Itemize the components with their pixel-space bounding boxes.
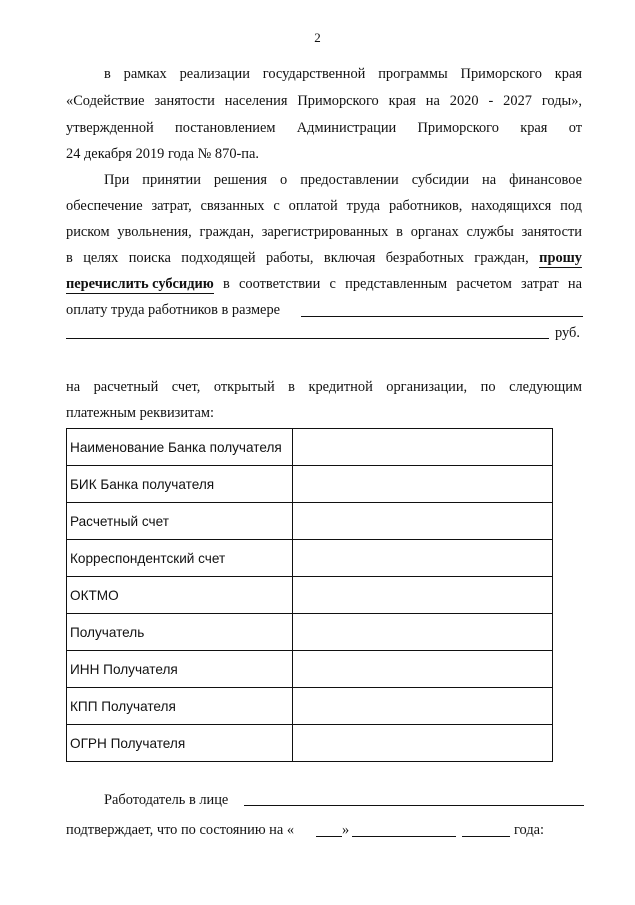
table-row: [67, 503, 553, 540]
paragraph2-line1: При принятии решения о предоставлении субсидии на финансовое: [104, 172, 582, 188]
employer-representative-blank[interactable]: [244, 805, 584, 806]
requisite-value[interactable]: [293, 651, 553, 688]
bank-requisites-table: [66, 428, 553, 762]
currency-label: руб.: [555, 325, 580, 341]
requisite-label: Получатель: [67, 614, 293, 651]
requisite-label: Расчетный счет: [67, 503, 293, 540]
requisite-label: БИК Банка получателя: [67, 466, 293, 503]
paragraph2-line2: обеспечение затрат, связанных с оплатой труда работников, находящихся под: [66, 198, 582, 214]
paragraph2-line6: оплату труда работников в размере: [66, 302, 281, 318]
employer-represented-by: Работодатель в лице: [104, 792, 229, 808]
table-row: [67, 725, 553, 762]
paragraph3-line1: на расчетный счет, открытый в кредитной организации, по следующим: [66, 379, 582, 395]
confirmation-date-prefix: подтверждает, что по состоянию на «: [66, 822, 295, 838]
date-quote-close: »: [342, 822, 350, 838]
requisite-value[interactable]: [293, 429, 553, 466]
paragraph1-line3: утвержденной постановлением Администрации Приморского края от: [66, 120, 582, 136]
requisite-value[interactable]: [293, 688, 553, 725]
paragraph2-line5-text: в соответствии с представленным расчетом затрат на: [213, 276, 582, 292]
paragraph2-line4-text: в целях поиска подходящей работы, включая безработных граждан,: [66, 250, 540, 266]
page-number: 2: [314, 30, 321, 45]
request-emphasis: прошу: [539, 250, 582, 266]
requisite-label: Наименование Банка получателя: [67, 429, 293, 466]
requisite-value[interactable]: [293, 466, 553, 503]
date-day-blank[interactable]: [316, 836, 342, 837]
requisite-value[interactable]: [293, 503, 553, 540]
requisite-value[interactable]: [293, 540, 553, 577]
paragraph1-line1: в рамках реализации государственной программы Приморского края: [104, 66, 582, 82]
requisite-value[interactable]: [293, 725, 553, 762]
requisite-label: ОГРН Получателя: [67, 725, 293, 762]
paragraph3-line2: платежным реквизитам:: [66, 405, 215, 421]
paragraph2-line4: [66, 250, 582, 268]
transfer-subsidy-emphasis: перечислить субсидию: [66, 276, 214, 292]
paragraph1-line2: «Содействие занятости населения Приморского края на 2020 - 2027 годы»,: [66, 93, 582, 109]
requisite-value[interactable]: [293, 614, 553, 651]
year-suffix: года:: [514, 822, 545, 838]
table-row: [67, 429, 553, 466]
paragraph2-line3: риском увольнения, граждан, зарегистрированных в органах службы занятости: [66, 224, 582, 240]
requisite-label: ИНН Получателя: [67, 651, 293, 688]
amount-blank-line-1[interactable]: [301, 316, 583, 317]
paragraph2-line5: [66, 276, 582, 294]
date-year-blank[interactable]: [462, 836, 510, 837]
paragraph1-line4: 24 декабря 2019 года № 870-па.: [66, 146, 259, 162]
table-row: [67, 688, 553, 725]
requisite-value[interactable]: [293, 577, 553, 614]
table-row: [67, 540, 553, 577]
table-row: [67, 466, 553, 503]
table-row: [67, 614, 553, 651]
table-row: [67, 577, 553, 614]
requisite-label: КПП Получателя: [67, 688, 293, 725]
requisite-label: Корреспондентский счет: [67, 540, 293, 577]
requisite-label: ОКТМО: [67, 577, 293, 614]
table-row: [67, 651, 553, 688]
date-month-blank[interactable]: [352, 836, 456, 837]
amount-blank-line-2[interactable]: [66, 338, 549, 339]
